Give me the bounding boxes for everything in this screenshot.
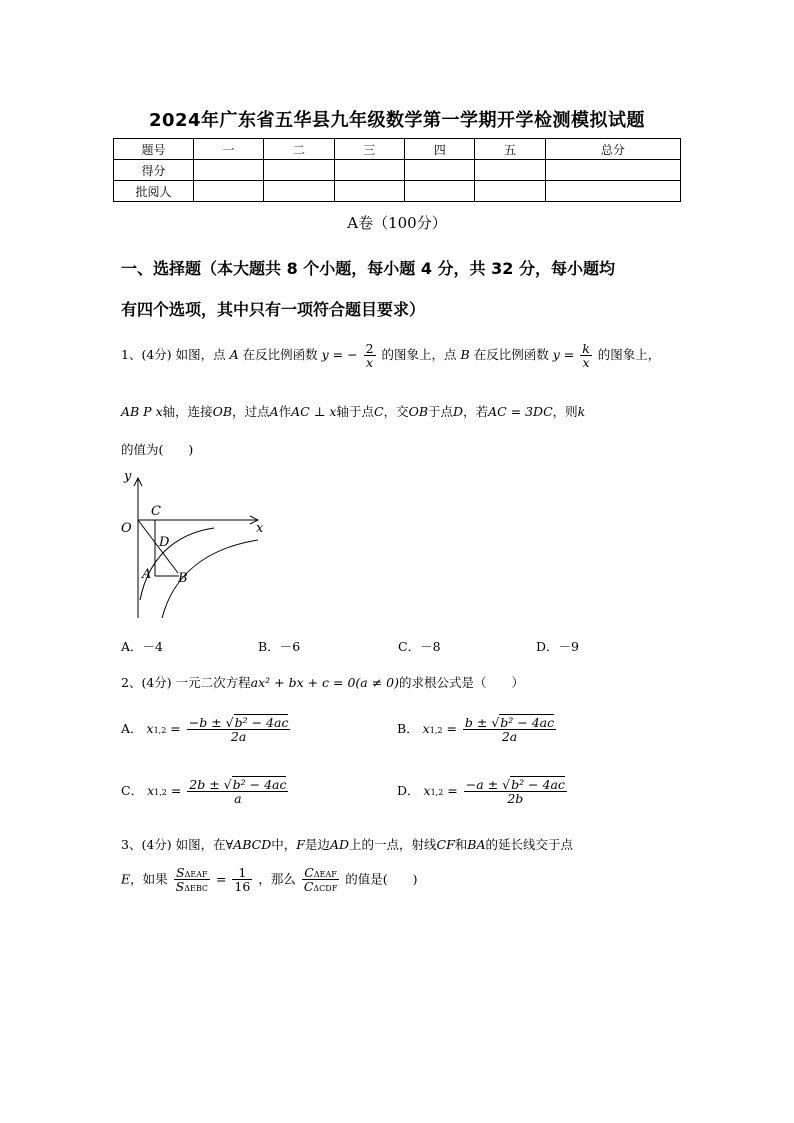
q1-text: 1、(4分) 如图，点 [121, 347, 226, 363]
math-subscript: 1,2 [154, 788, 167, 798]
math-radicand: b² − 4ac [500, 715, 555, 730]
fraction: $\frac{\text{b ± √b² − 4ac}}{2a}$ [464, 715, 555, 745]
q1-line3: 的值为( ) [121, 442, 194, 457]
math: C [374, 404, 384, 419]
math: −b ± [188, 715, 222, 730]
q1-text: 轴于点 [336, 404, 374, 419]
q1-text: 的图象上， [597, 347, 661, 363]
math-subscript: 1,2 [430, 788, 444, 798]
q1-choice-b[interactable] [258, 637, 300, 655]
fraction-numerator: 2 [365, 341, 374, 356]
math-radicand: b² − 4ac [234, 715, 289, 730]
math: x [422, 721, 430, 737]
fraction [302, 866, 339, 894]
q3-text: 的延长线交于点 [485, 837, 574, 852]
math-subscript: ΔEAF [313, 870, 337, 879]
choice-letter: C． [121, 783, 144, 799]
math: A [269, 404, 279, 419]
math: k [577, 404, 586, 419]
math: OB [408, 404, 429, 419]
math-subscript: ΔEAF [184, 870, 208, 879]
q1-text: 在反比例函数 [473, 347, 549, 363]
q2-text: 的求根公式是（ ） [399, 675, 525, 690]
choice-value: －8 [420, 639, 441, 654]
math: D [453, 404, 464, 419]
segment-ob [138, 520, 178, 573]
score-table [113, 138, 681, 202]
label-x: x [256, 521, 264, 536]
q1-text: ，过点 [232, 404, 270, 419]
choice-letter: A． [121, 721, 143, 737]
math: OB [212, 404, 233, 419]
q3-text: 是边 [304, 837, 330, 852]
choice-letter: C． [398, 639, 421, 654]
table-cell [405, 160, 475, 181]
fraction: $\frac{\text{−a ± √b² − 4ac}}{2b}$ [465, 777, 565, 807]
table-cell [334, 181, 404, 202]
math: S [175, 879, 185, 895]
math-radicand: b² − 4ac [511, 777, 565, 792]
q3-line1 [121, 835, 573, 853]
curve-y-neg2-over-x [140, 528, 214, 600]
label-d: D [159, 535, 170, 550]
q2-line1 [121, 673, 524, 691]
table-cell [475, 181, 545, 202]
q3-text: 的值是( ) [345, 871, 418, 887]
part1-heading-line1: 一、选择题（本大题共 8 个小题，每小题 4 分，共 32 分，每小题均 [121, 259, 615, 278]
fraction-numerator: 1 [232, 866, 252, 880]
choice-letter: D． [536, 639, 559, 654]
table-cell [194, 181, 264, 202]
curve-y-k-over-x [162, 540, 258, 618]
math: 2b ± [189, 777, 220, 792]
table-cell [545, 160, 680, 181]
q3-text: 和 [454, 837, 468, 852]
q2-choice-a[interactable]: A． x1,2 = $\frac{\text{−b ± √b² − 4ac}}{2a}$ [121, 715, 289, 745]
table-cell: 得分 [114, 160, 194, 181]
fraction: $\frac{\text{−b ± √b² − 4ac}}{2a}$ [188, 715, 289, 745]
table-cell: 四 [405, 139, 475, 160]
math: ∀ABCD [225, 837, 272, 852]
formula-lhs: y = − [321, 347, 358, 363]
fraction-denominator: x [366, 355, 374, 371]
q3-text: 中， [271, 837, 297, 852]
math-subscript: ΔEBC [184, 884, 208, 894]
q1-figure [118, 468, 268, 620]
label-y: y [124, 469, 132, 484]
q1-text: ，则 [552, 404, 578, 419]
choice-letter: D． [397, 783, 420, 799]
label-o: O [121, 521, 132, 536]
math: C [303, 879, 314, 895]
q3-text: 上的一点，射线 [349, 837, 437, 852]
q3-text: ，那么 [258, 871, 296, 887]
q1-text: ，交 [383, 404, 409, 419]
fraction-denominator: 2b [507, 791, 524, 807]
math: AB P x [121, 404, 163, 419]
table-cell: 三 [334, 139, 404, 160]
math: AC = 3DC [488, 404, 553, 419]
choice-letter: A． [121, 639, 143, 654]
fraction [232, 866, 252, 893]
point-b: B [460, 347, 470, 363]
q1-text: 作 [278, 404, 292, 419]
table-cell [194, 160, 264, 181]
q2-choice-d[interactable]: D． x1,2 = $\frac{\text{−a ± √b² − 4ac}}{2b}$ [397, 777, 565, 807]
point-a: A [229, 347, 239, 363]
table-cell: 二 [264, 139, 334, 160]
q1-text: 的图象上，点 [381, 347, 457, 363]
q2-choice-b[interactable]: B． x1,2 = $\frac{\text{b ± √b² − 4ac}}{2a}$ [397, 715, 555, 745]
q1-line1 [121, 342, 660, 369]
score-table-row [114, 181, 681, 202]
table-cell: 总分 [545, 139, 680, 160]
table-cell [264, 160, 334, 181]
label-b: B [178, 571, 188, 586]
fraction-denominator: 2a [501, 729, 518, 745]
math: x [423, 783, 431, 799]
table-cell: 五 [475, 139, 545, 160]
section-a-title: A卷（100分） [347, 214, 447, 232]
math: x [147, 783, 155, 799]
math: ax² + bx + c = 0 [250, 675, 356, 690]
fraction-numerator: k [582, 341, 590, 356]
q1-text: 于点 [428, 404, 454, 419]
math: (a ≠ 0) [355, 675, 400, 690]
fraction-denominator: 16 [234, 879, 251, 895]
table-cell: 一 [194, 139, 264, 160]
q3-text: 3、(4分) 如图，在 [121, 837, 226, 852]
fraction [364, 342, 376, 369]
table-cell [264, 181, 334, 202]
fraction [174, 866, 210, 894]
math: S [176, 865, 185, 880]
q3-line2 [121, 866, 418, 894]
score-table-row [114, 160, 681, 181]
choice-letter: B． [258, 639, 280, 654]
label-c: C [151, 504, 161, 519]
math: BA [467, 837, 486, 852]
math-radicand: b² − 4ac [232, 777, 287, 792]
choice-letter: B． [397, 721, 419, 737]
fraction-denominator: 2a [230, 729, 247, 745]
math-subscript: 1,2 [429, 726, 443, 736]
math-subscript: ΔCDF [313, 884, 338, 894]
table-cell [545, 181, 680, 202]
math: F [296, 837, 305, 852]
table-cell [405, 181, 475, 202]
q1-text: 轴，连接 [162, 404, 213, 419]
score-table-header-row [114, 139, 681, 160]
math: AD [329, 837, 349, 852]
q2-text: 2、(4分) 一元二次方程 [121, 675, 251, 690]
math: CF [436, 837, 455, 852]
math: x [146, 721, 154, 737]
q1-text: 在反比例函数 [242, 347, 318, 363]
math-subscript: 1,2 [153, 726, 167, 736]
part1-heading-line2: 有四个选项，其中只有一项符合题目要求） [121, 300, 426, 319]
q2-choice-c[interactable]: C． x1,2 = $\frac{\text{2b ± √b² − 4ac}}{a}$ [121, 777, 287, 807]
choice-value: －6 [279, 639, 301, 654]
q3-text: ，如果 [130, 871, 168, 887]
q1-choice-a[interactable] [121, 637, 163, 655]
formula-lhs: y = [552, 347, 575, 363]
choice-value: －4 [142, 639, 163, 654]
q1-choice-d[interactable] [536, 637, 579, 655]
q1-choice-c[interactable] [398, 637, 441, 655]
fraction-denominator: a [234, 791, 242, 807]
fraction: $\frac{\text{2b ± √b² − 4ac}}{a}$ [189, 777, 287, 807]
math: AC ⊥ x [291, 404, 337, 419]
math: = [215, 871, 227, 887]
math: −a ± [465, 777, 499, 792]
page-title: 2024年广东省五华县九年级数学第一学期开学检测模拟试题 [148, 110, 646, 131]
q1-line2 [121, 402, 585, 420]
math: E [121, 871, 131, 887]
table-cell: 批阅人 [114, 181, 194, 202]
label-a: A [142, 567, 152, 582]
fraction [580, 342, 592, 369]
table-cell [475, 160, 545, 181]
fraction-denominator: x [582, 355, 590, 371]
math: b ± [464, 715, 488, 730]
math: C [304, 865, 314, 880]
q1-text: ，若 [463, 404, 489, 419]
table-cell: 题号 [114, 139, 194, 160]
choice-value: －9 [558, 639, 579, 654]
table-cell [334, 160, 404, 181]
